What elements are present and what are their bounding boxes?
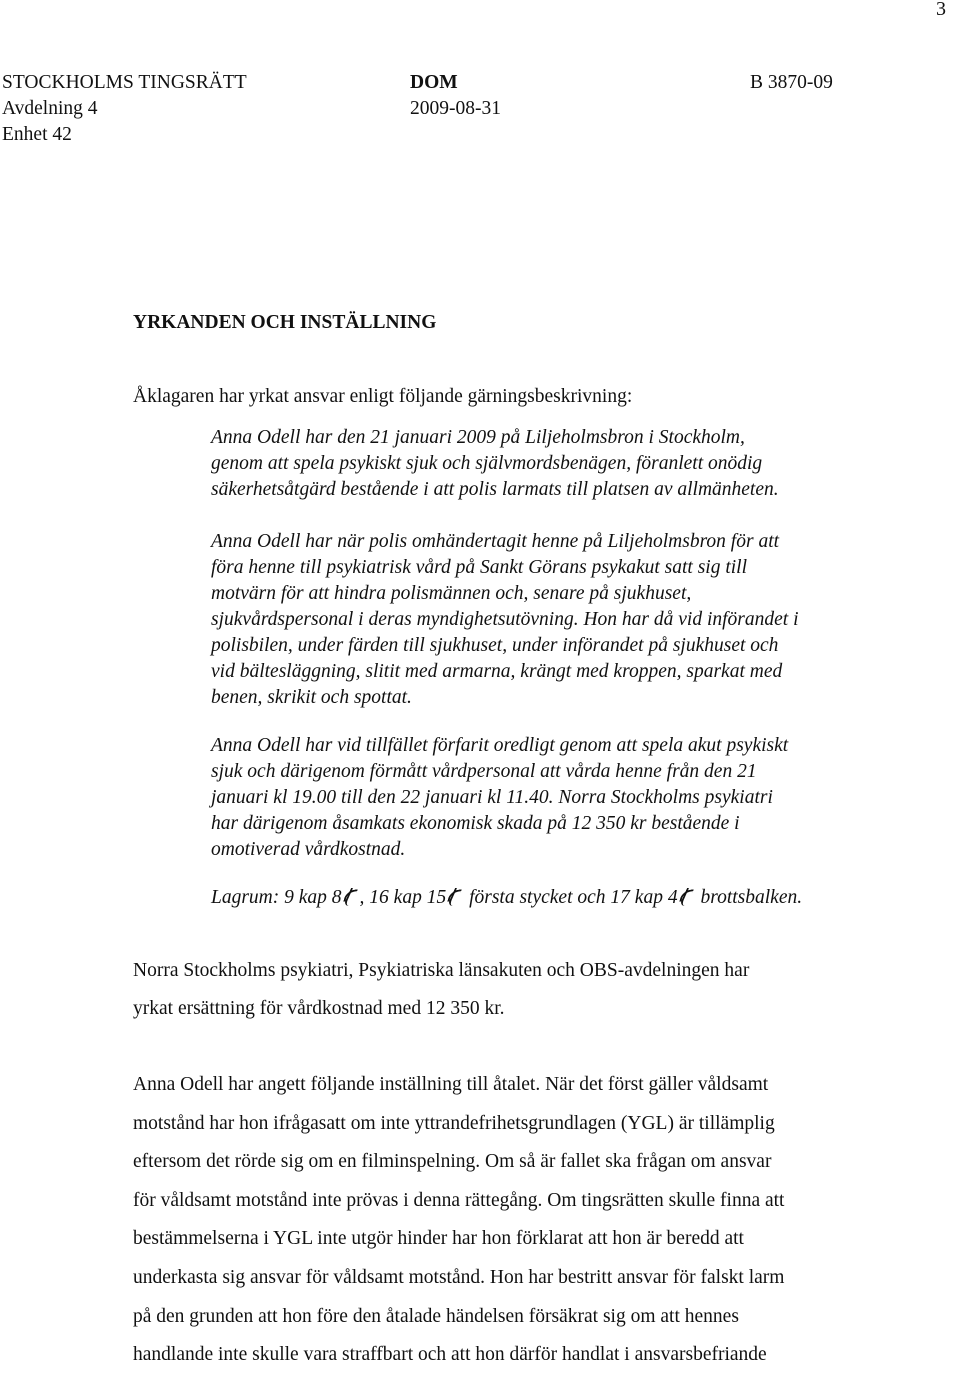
charge-line: vid bältesläggning, slitit med armarna, krängt med kroppen, sparkat med <box>211 661 783 682</box>
response-line: Anna Odell har angett följande inställning till åtalet. När det först gäller våldsamt <box>133 1074 769 1095</box>
charge-line: Anna Odell har när polis omhändertagit henne på Liljeholmsbron för att <box>211 531 780 552</box>
charge-line: föra henne till psykiatrisk vård på Sankt Görans psykakut satt sig till <box>211 557 748 578</box>
charge-line: omotiverad vårdkostnad. <box>211 839 406 860</box>
doc-meta <box>410 70 501 122</box>
response-paragraph <box>133 1066 784 1375</box>
legal-basis-text: första stycket och 17 kap 4 <box>464 887 678 908</box>
unit: Enhet 42 <box>2 124 72 145</box>
legal-basis-text: Lagrum: 9 kap 8 <box>211 887 342 908</box>
section-sign-icon <box>448 887 462 907</box>
legal-basis-text: brottsbalken. <box>695 887 803 908</box>
section-sign-icon <box>680 887 694 907</box>
claim-paragraph <box>133 952 749 1028</box>
response-line: handlande inte skulle vara straffbart och att hon därför handlat i ansvarsbefriande <box>133 1344 767 1366</box>
response-line: underkasta sig ansvar för våldsamt motstånd. Hon har bestritt ansvar för falskt larm <box>133 1266 785 1288</box>
page-number: 3 <box>936 0 946 20</box>
legal-basis <box>211 887 802 909</box>
division: Avdelning 4 <box>2 98 98 119</box>
charge-line: benen, skrikit och spottat. <box>211 687 412 708</box>
response-line: eftersom det rörde sig om en filminspelning. Om så är fallet ska frågan om ansvar <box>133 1151 772 1173</box>
doc-type: DOM <box>410 72 458 93</box>
legal-basis-text: , 16 kap 15 <box>359 887 447 908</box>
charge-paragraph-3 <box>211 733 788 863</box>
case-number: B 3870-09 <box>750 72 833 93</box>
court-name: STOCKHOLMS TINGSRÄTT <box>2 72 247 93</box>
charge-line: sjuk och därigenom förmått vårdpersonal att vårda henne från den 21 <box>211 761 757 782</box>
charge-line: januari kl 19.00 till den 22 januari kl 11.40. Norra Stockholms psykiatri <box>211 787 773 808</box>
intro-text: Åklagaren har yrkat ansvar enligt följande gärningsbeskrivning: <box>133 386 633 407</box>
charge-line: sjukvårdspersonal i deras myndighetsutövning. Hon har då vid införandet i <box>211 609 799 630</box>
charge-line: polisbilen, under färden till sjukhuset, under införandet på sjukhuset och <box>211 635 779 656</box>
section-title: YRKANDEN OCH INSTÄLLNING <box>133 312 437 333</box>
response-line: motstånd har hon ifrågasatt om inte yttrandefrihetsgrundlagen (YGL) är tillämplig <box>133 1112 775 1134</box>
charge-line: Anna Odell har den 21 januari 2009 på Liljeholmsbron i Stockholm, <box>211 427 745 448</box>
response-line: bestämmelserna i YGL inte utgör hinder har hon förklarat att hon är beredd att <box>133 1228 744 1250</box>
charge-paragraph-1 <box>211 425 779 503</box>
charge-paragraph-2 <box>211 529 799 711</box>
charge-line: har därigenom åsamkats ekonomisk skada på 12 350 kr bestående i <box>211 813 740 834</box>
doc-date: 2009-08-31 <box>410 98 501 119</box>
response-line: för våldsamt motstånd inte prövas i denna rättegång. Om tingsrätten skulle finna att <box>133 1189 785 1211</box>
court-block <box>2 70 247 148</box>
charge-line: motvärn för att hindra polismännen och, senare på sjukhuset, <box>211 583 692 604</box>
charge-line: säkerhetsåtgärd bestående i att polis larmats till platsen av allmänheten. <box>211 479 779 500</box>
charge-line: genom att spela psykiskt sjuk och självmordsbenägen, föranlett onödig <box>211 453 763 474</box>
claim-line: yrkat ersättning för vårdkostnad med 12 350 kr. <box>133 998 505 1019</box>
response-line: på den grunden att hon före den åtalade händelsen försäkrat sig om att hennes <box>133 1305 739 1327</box>
claim-line: Norra Stockholms psykiatri, Psykiatriska länsakuten och OBS-avdelningen har <box>133 960 750 981</box>
charge-line: Anna Odell har vid tillfället förfarit oredligt genom att spela akut psykiskt <box>211 735 789 756</box>
section-sign-icon <box>344 887 358 907</box>
